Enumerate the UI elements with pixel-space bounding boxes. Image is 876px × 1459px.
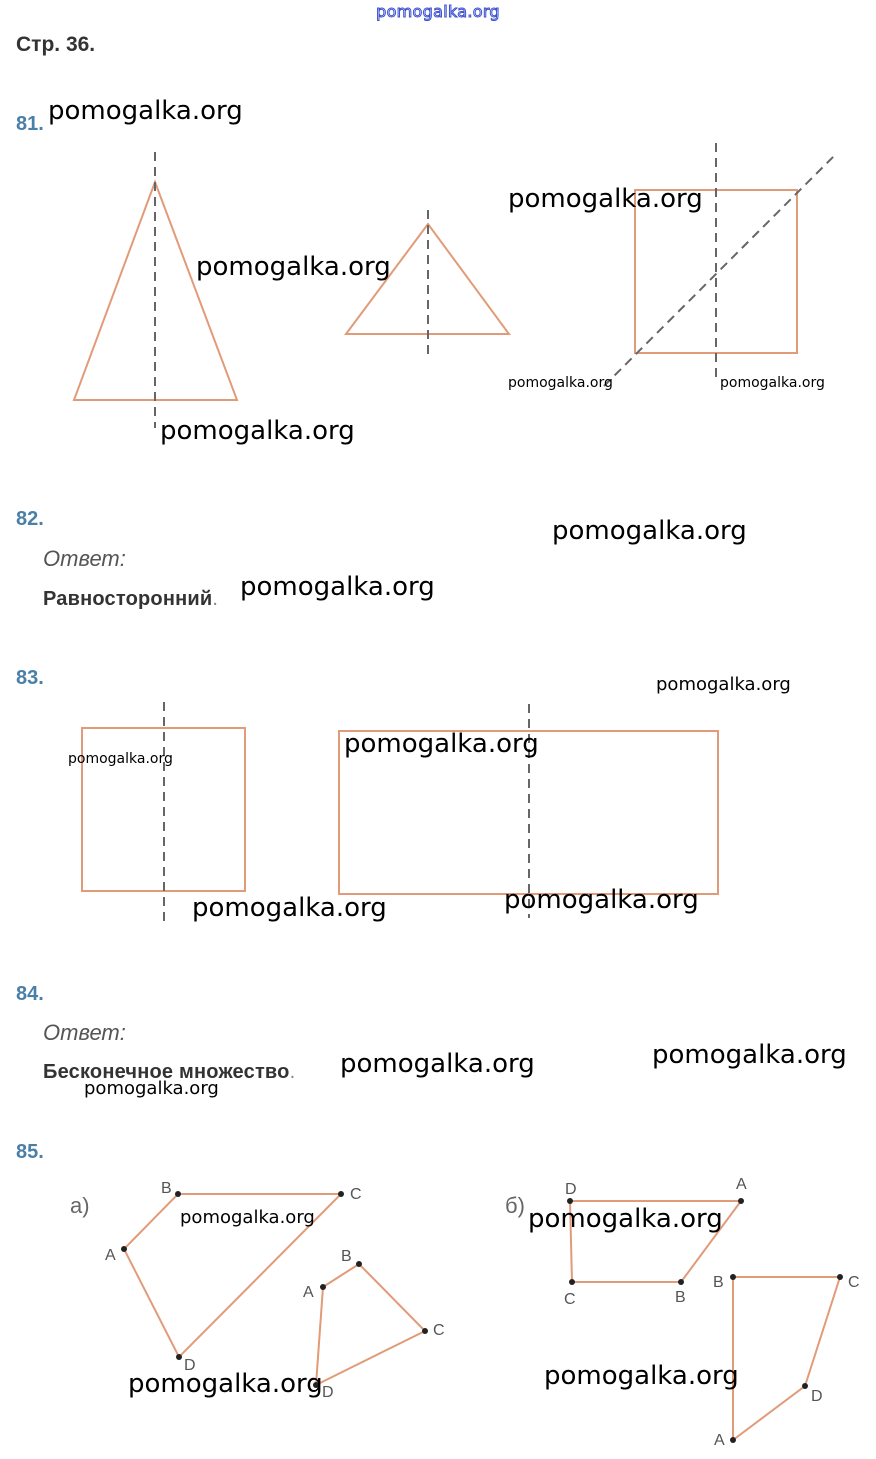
watermark: pomogalka.org [128,1369,323,1399]
ex85a-large-label-d: D [184,1357,196,1374]
ex83-number: 83. [16,667,44,689]
watermark: pomogalka.org [656,674,791,695]
watermark: pomogalka.org [504,885,699,915]
ex85a-large-point-d [176,1354,182,1360]
ex85b-bottom-label-b: B [713,1274,724,1291]
ex85b-top-label-d: D [565,1181,577,1198]
ex85b-bottom-point-a [730,1437,736,1443]
watermark: pomogalka.org [192,893,387,923]
ex85-part-a-label: а) [70,1193,90,1218]
watermark: pomogalka.org [720,375,825,391]
ex85a-small-point-b [356,1261,362,1267]
watermark: pomogalka.org [160,416,355,446]
watermark: pomogalka.org [652,1040,847,1070]
ex85b-bottom-label-d: D [811,1388,823,1405]
ex85-number: 85. [16,1141,44,1163]
ex82-answer-text: Равносторонний [43,588,213,610]
ex82-answer [43,588,218,611]
ex84-answer-text: Бесконечное множество [43,1061,290,1083]
watermark: pomogalka.org [48,96,243,126]
page-title: Стр. 36. [16,33,96,56]
watermark: pomogalka.org [68,751,173,767]
ex85a-large-point-a [121,1246,127,1252]
ex85a-large-point-b [175,1191,181,1197]
watermark: pomogalka.org [344,729,539,759]
ex85b-top-point-b [678,1279,684,1285]
ex85b-bottom-label-c: C [848,1274,860,1291]
ex85a-quad-small [316,1264,425,1385]
ex85b-top-label-b: B [675,1289,686,1306]
watermark: pomogalka.org [552,516,747,546]
ex82-answer-label: Ответ: [43,546,126,571]
ex85b-quad-bottom [733,1277,840,1440]
ex85a-small-point-a [320,1284,326,1290]
ex85b-top-label-c: C [564,1291,576,1308]
watermark: pomogalka.org [180,1207,315,1228]
ex81-number: 81. [16,113,44,135]
ex85b-bottom-point-c [837,1274,843,1280]
ex85b-bottom-point-d [802,1383,808,1389]
ex85-part-b-label: б) [505,1193,525,1218]
ex85a-small-label-b: B [341,1248,352,1265]
watermark: pomogalka.org [528,1204,723,1234]
ex85a-large-label-c: C [350,1186,362,1203]
watermark: pomogalka.org [508,184,703,214]
watermark: pomogalka.org [240,572,435,602]
watermark: pomogalka.org [340,1049,535,1079]
ex85a-small-label-c: C [433,1322,445,1339]
ex82-answer-dot: . [212,588,219,610]
ex85b-top-label-a: A [736,1176,747,1193]
ex85a-small-label-d: D [322,1384,334,1401]
ex85b-bottom-point-b [730,1274,736,1280]
ex85b-top-point-c [569,1279,575,1285]
ex85a-small-point-c [422,1328,428,1334]
ex84-answer-label: Ответ: [43,1020,126,1045]
ex85a-large-point-c [338,1191,344,1197]
watermark: pomogalka.org [544,1361,739,1391]
watermark: pomogalka.org [508,375,613,391]
ex84-number: 84. [16,983,44,1005]
ex85b-top-point-a [738,1198,744,1204]
ex85a-large-label-b: B [161,1180,172,1197]
watermark: pomogalka.org [196,252,391,282]
ex85a-large-label-a: A [105,1247,116,1264]
ex84-answer-dot: . [289,1061,296,1083]
watermark: pomogalka.org [84,1078,219,1099]
header-watermark-link[interactable]: pomogalka.org [376,2,500,21]
ex82-number: 82. [16,508,44,530]
ex85b-bottom-label-a: A [714,1432,725,1449]
ex85a-small-label-a: A [303,1284,314,1301]
